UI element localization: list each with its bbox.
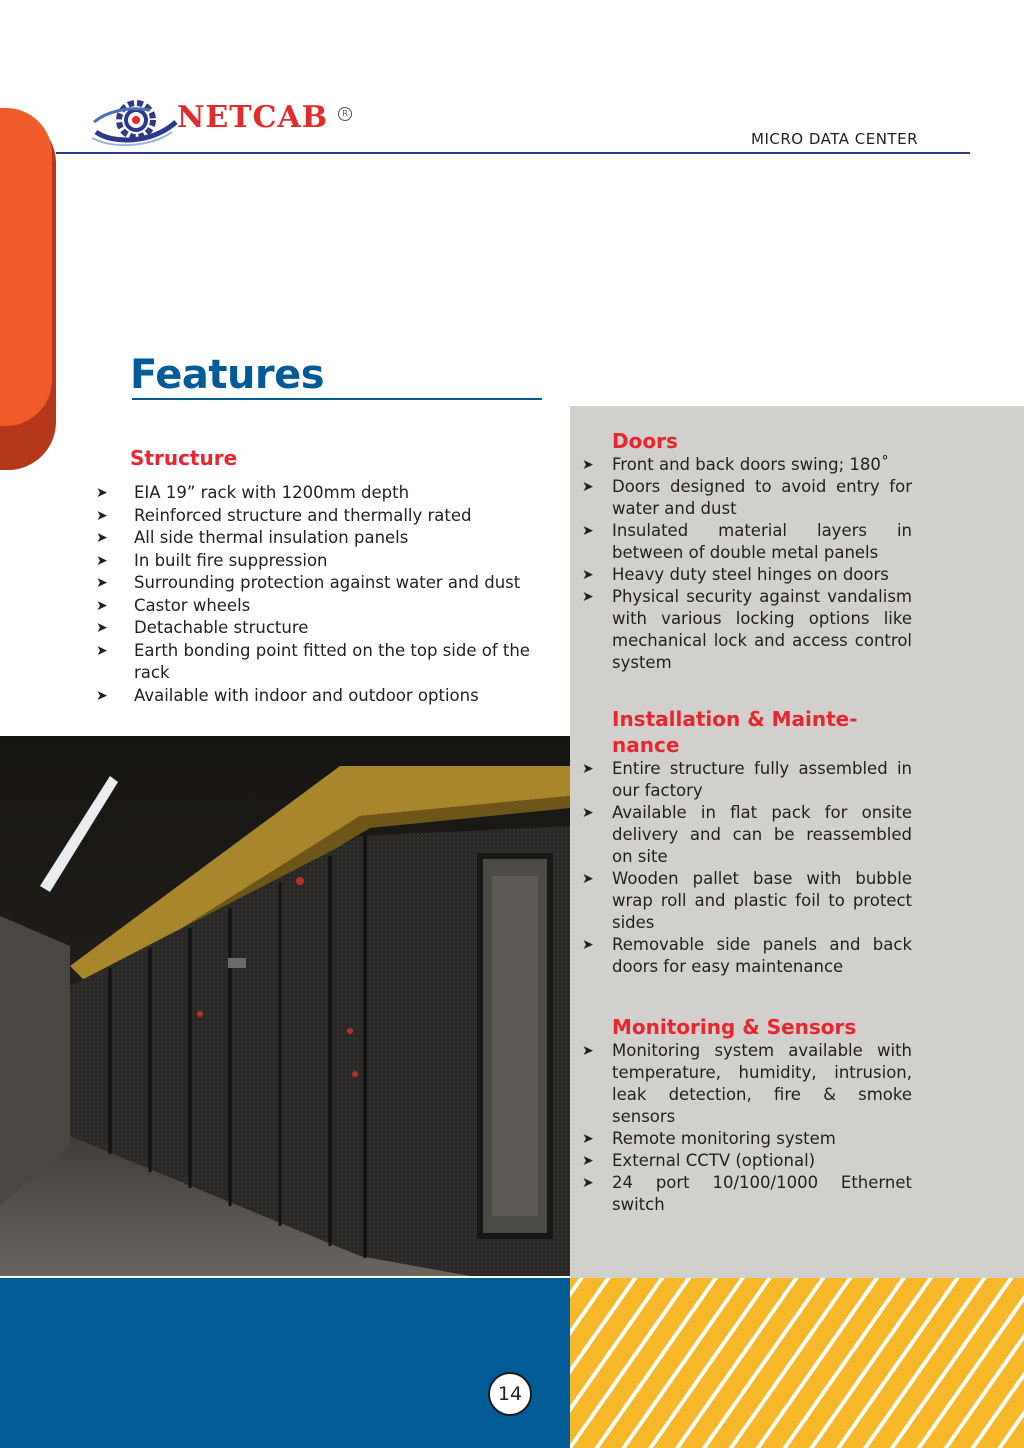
list-item	[584, 868, 912, 934]
list-item-text: Surrounding protection against water and dust	[134, 573, 521, 592]
arrowhead-bullet-icon: ➤	[582, 937, 594, 953]
list-item	[584, 520, 912, 564]
arrowhead-bullet-icon: ➤	[582, 1175, 594, 1191]
arrowhead-bullet-icon: ➤	[96, 642, 108, 659]
installation-bullet-list	[584, 758, 912, 978]
installation-heading-line1: Installation & Mainte-	[612, 707, 858, 731]
list-item	[584, 1150, 912, 1172]
list-item-text: Castor wheels	[134, 595, 251, 615]
footer-striped-band	[570, 1278, 1024, 1448]
list-item	[96, 685, 566, 708]
arrowhead-bullet-icon: ➤	[582, 805, 594, 821]
list-item-text: Physical security against vandalism with various locking options like mechanical lock and access control system	[612, 587, 912, 672]
arrowhead-bullet-icon: ➤	[582, 1131, 594, 1147]
list-item	[584, 564, 912, 586]
doors-heading: Doors	[612, 429, 678, 453]
list-item-text: Insulated material layers in between of double metal panels	[612, 521, 912, 562]
arrowhead-bullet-icon: ➤	[96, 507, 108, 524]
footer-blue-band	[0, 1278, 570, 1448]
arrowhead-bullet-icon: ➤	[582, 479, 594, 495]
list-item-text: All side thermal insulation panels	[134, 528, 409, 547]
structure-list	[96, 482, 566, 707]
monitoring-heading: Monitoring & Sensors	[612, 1015, 857, 1039]
monitoring-section	[584, 1014, 912, 1216]
netcab-logo	[92, 92, 362, 152]
list-item	[584, 1040, 912, 1128]
doors-bullet-list	[584, 454, 912, 674]
arrowhead-bullet-icon: ➤	[96, 597, 108, 614]
list-item	[96, 482, 566, 505]
side-tab	[0, 108, 52, 426]
list-item-text: 24 port 10/100/1000 Ethernet switch	[612, 1173, 912, 1214]
list-item	[584, 586, 912, 674]
list-item-text: Heavy duty steel hinges on doors	[612, 565, 889, 584]
arrowhead-bullet-icon: ➤	[96, 687, 108, 704]
server-rack-illustration	[0, 736, 570, 1276]
installation-heading-line2: nance	[612, 733, 680, 757]
list-item-text: Remote monitoring system	[612, 1129, 836, 1148]
header-label: MICRO DATA CENTER	[751, 130, 918, 148]
list-item-text: Available with indoor and outdoor options	[134, 685, 479, 705]
list-item-text: Doors designed to avoid entry for water and dust	[612, 477, 912, 518]
header-divider	[56, 152, 970, 154]
arrowhead-bullet-icon: ➤	[582, 567, 594, 583]
list-item	[96, 527, 566, 550]
doors-section	[584, 428, 912, 674]
list-item-text: Available in flat pack for onsite delivery and can be reassembled on site	[612, 803, 912, 866]
list-item	[96, 617, 566, 640]
arrowhead-bullet-icon: ➤	[96, 575, 108, 591]
list-item	[584, 1128, 912, 1150]
right-column	[584, 428, 912, 1236]
registered-mark: R	[338, 107, 352, 121]
list-item-text: In built fire suppression	[134, 550, 328, 570]
list-item	[584, 476, 912, 520]
list-item-text: Removable side panels and back doors for easy maintenance	[612, 935, 912, 976]
list-item	[96, 505, 566, 528]
list-item-text: Monitoring system available with temperature, humidity, intrusion, leak detection, fire & smoke sensors	[612, 1041, 912, 1126]
arrowhead-bullet-icon: ➤	[582, 589, 594, 605]
arrowhead-bullet-icon: ➤	[96, 485, 108, 501]
server-rack-photo	[0, 736, 570, 1276]
list-item	[584, 758, 912, 802]
list-item	[96, 595, 566, 618]
arrowhead-bullet-icon: ➤	[582, 457, 594, 473]
arrowhead-bullet-icon: ➤	[582, 871, 594, 887]
installation-section	[584, 706, 912, 978]
structure-heading: Structure	[130, 446, 238, 470]
arrowhead-bullet-icon: ➤	[582, 1043, 594, 1059]
list-item	[584, 454, 912, 476]
title-underline	[132, 398, 542, 400]
list-item	[584, 802, 912, 868]
list-item-text: Detachable structure	[134, 618, 309, 637]
list-item-text: External CCTV (optional)	[612, 1151, 816, 1170]
list-item	[584, 934, 912, 978]
list-item-text: Earth bonding point fitted on the top side of the rack	[134, 640, 530, 682]
brand-name: NETCAB	[177, 100, 329, 135]
arrowhead-bullet-icon: ➤	[96, 552, 108, 569]
arrowhead-bullet-icon: ➤	[582, 523, 594, 539]
list-item-text: Wooden pallet base with bubble wrap roll and plastic foil to protect sides	[612, 869, 912, 932]
arrowhead-bullet-icon: ➤	[96, 620, 108, 636]
list-item	[96, 550, 566, 573]
list-item-text: Reinforced structure and thermally rated	[134, 505, 472, 525]
gear-swoosh-logo-icon	[92, 92, 178, 152]
list-item-text: Entire structure fully assembled in our factory	[612, 759, 912, 800]
arrowhead-bullet-icon: ➤	[96, 530, 108, 546]
list-item-text: EIA 19” rack with 1200mm depth	[134, 483, 410, 502]
page-title: Features	[130, 352, 325, 398]
list-item	[584, 1172, 912, 1216]
list-item	[96, 640, 566, 685]
arrowhead-bullet-icon: ➤	[582, 1153, 594, 1169]
list-item-text: Front and back doors swing; 180˚	[612, 455, 890, 474]
structure-bullet-list	[96, 482, 566, 707]
monitoring-bullet-list	[584, 1040, 912, 1216]
list-item	[96, 572, 566, 595]
arrowhead-bullet-icon: ➤	[582, 761, 594, 777]
page-number: 14	[488, 1372, 532, 1416]
